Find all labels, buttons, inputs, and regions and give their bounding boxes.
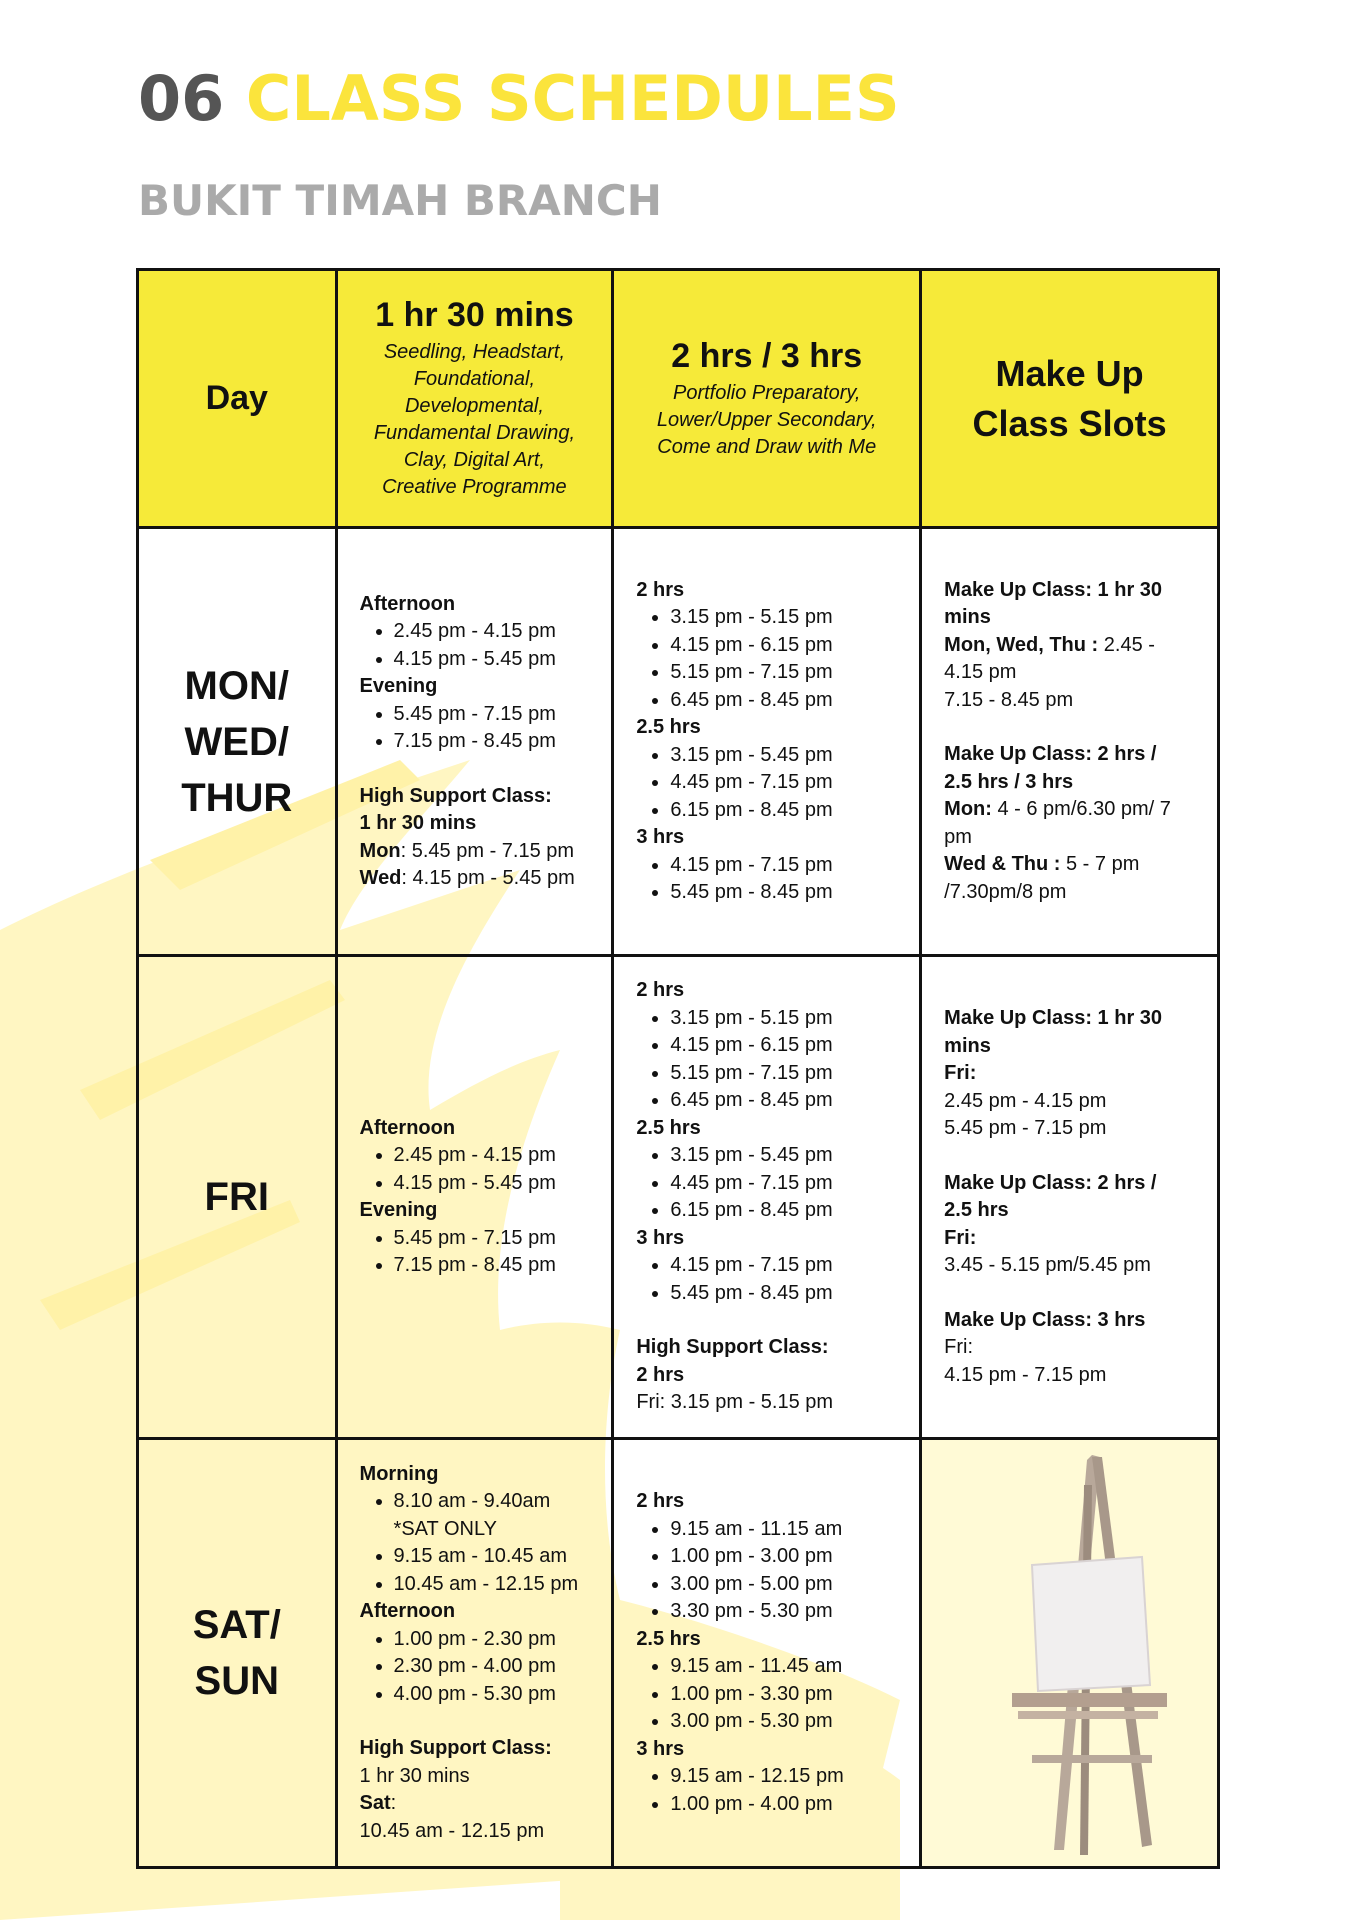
time-list bbox=[360, 1225, 590, 1280]
section-number: 06 bbox=[138, 62, 225, 135]
time-list bbox=[636, 604, 897, 714]
table-row bbox=[138, 1439, 1219, 1868]
list-item: • 1.00 pm - 3.00 pm bbox=[670, 1543, 897, 1571]
list-item: • 1.00 pm - 3.30 pm bbox=[670, 1681, 897, 1709]
list-item: • 2.30 pm - 4.00 pm bbox=[394, 1653, 590, 1681]
section-title: CLASS SCHEDULES bbox=[245, 62, 900, 135]
list-item: • 5.45 pm - 8.45 pm bbox=[670, 879, 897, 907]
list-item: • 4.45 pm - 7.15 pm bbox=[670, 769, 897, 797]
schedule-table bbox=[136, 268, 1220, 1869]
schedule-cell: Morning • 8.10 am - 9.40am *SAT ONLY • 9.15 am - 10.45 am • 10.45 am - 12.15 pm Afternoon • 1.00 pm - 2.30 pm • 2.30 pm - 4.00 pm • 4.00 pm - 5.30 pm High Support Class: 1 hr 30 mins Sat: 10.45 am - 12.15 pm bbox=[336, 1439, 613, 1868]
header-col-1hr30-title: 1 hr 30 mins bbox=[375, 296, 574, 334]
list-item: • 3.15 pm - 5.45 pm bbox=[670, 1142, 897, 1170]
list-item: • 9.15 am - 10.45 am bbox=[394, 1543, 590, 1571]
branch-title: BUKIT TIMAH BRANCH bbox=[138, 176, 662, 225]
list-item: • 3.00 pm - 5.30 pm bbox=[670, 1708, 897, 1736]
list-item: • 5.15 pm - 7.15 pm bbox=[670, 1060, 897, 1088]
list-item: • 5.45 pm - 7.15 pm bbox=[394, 701, 590, 729]
day-cell: SAT/ SUN bbox=[138, 1439, 337, 1868]
list-item: • 1.00 pm - 2.30 pm bbox=[394, 1626, 590, 1654]
list-item: • 6.15 pm - 8.45 pm bbox=[670, 797, 897, 825]
list-item: • 5.15 pm - 7.15 pm bbox=[670, 659, 897, 687]
time-list bbox=[360, 701, 590, 756]
day-cell: FRI bbox=[138, 956, 337, 1439]
list-item: • 3.30 pm - 5.30 pm bbox=[670, 1598, 897, 1626]
table-row bbox=[138, 528, 1219, 956]
time-list bbox=[636, 1252, 897, 1307]
time-list bbox=[636, 1516, 897, 1626]
list-item: • 4.15 pm - 7.15 pm bbox=[670, 852, 897, 880]
list-item: • 4.15 pm - 6.15 pm bbox=[670, 1032, 897, 1060]
time-list bbox=[360, 1626, 590, 1709]
header-col-1hr30 bbox=[336, 270, 613, 528]
list-item: • 7.15 pm - 8.45 pm bbox=[394, 1252, 590, 1280]
time-list bbox=[360, 618, 590, 673]
header-col-2-3hrs-programmes: Portfolio Preparatory, Lower/Upper Secondary, Come and Draw with Me bbox=[656, 381, 877, 458]
time-list bbox=[636, 852, 897, 907]
table-row bbox=[138, 956, 1219, 1439]
time-list bbox=[636, 1763, 897, 1818]
header-day: Day bbox=[138, 270, 337, 528]
makeup-cell: Make Up Class: 1 hr 30 mins Fri: 2.45 pm - 4.15 pm 5.45 pm - 7.15 pm Make Up Class: 2 hrs / 2.5 hrs Fri: 3.45 - 5.15 pm/5.45 pm Make Up Class: 3 hrs Fri: 4.15 pm - 7.15 pm bbox=[921, 956, 1219, 1439]
list-item: • 3.15 pm - 5.45 pm bbox=[670, 742, 897, 770]
schedule-cell: 2 hrs • 3.15 pm - 5.15 pm • 4.15 pm - 6.15 pm • 5.15 pm - 7.15 pm • 6.45 pm - 8.45 pm 2.5 hrs • 3.15 pm - 5.45 pm • 4.45 pm - 7.15 pm • 6.15 pm - 8.45 pm 3 hrs • 4.15 pm - 7.15 pm • 5.45 pm - 8.45 pm bbox=[613, 528, 921, 956]
time-list bbox=[636, 742, 897, 825]
schedule-cell: 2 hrs • 9.15 am - 11.15 am • 1.00 pm - 3.00 pm • 3.00 pm - 5.00 pm • 3.30 pm - 5.30 pm 2.5 hrs • 9.15 am - 11.45 am • 1.00 pm - 3.30 pm • 3.00 pm - 5.30 pm 3 hrs • 9.15 am - 12.15 pm • 1.00 pm - 4.00 pm bbox=[613, 1439, 921, 1868]
list-item: • 6.45 pm - 8.45 pm bbox=[670, 1087, 897, 1115]
list-item: • 4.15 pm - 5.45 pm bbox=[394, 646, 590, 674]
list-item: • 9.15 am - 12.15 pm bbox=[670, 1763, 897, 1791]
list-item: • 3.15 pm - 5.15 pm bbox=[670, 1005, 897, 1033]
schedule-cell: Afternoon • 2.45 pm - 4.15 pm • 4.15 pm - 5.45 pm Evening • 5.45 pm - 7.15 pm • 7.15 pm - 8.45 pm High Support Class: 1 hr 30 mins Mon: 5.45 pm - 7.15 pm Wed: 4.15 pm - 5.45 pm bbox=[336, 528, 613, 956]
schedule-cell: 2 hrs • 3.15 pm - 5.15 pm • 4.15 pm - 6.15 pm • 5.15 pm - 7.15 pm • 6.45 pm - 8.45 pm 2.5 hrs • 3.15 pm - 5.45 pm • 4.45 pm - 7.15 pm • 6.15 pm - 8.45 pm 3 hrs • 4.15 pm - 7.15 pm • 5.45 pm - 8.45 pm High Support Class: 2 hrs Fri: 3.15 pm - 5.15 pm bbox=[613, 956, 921, 1439]
list-item: • 6.15 pm - 8.45 pm bbox=[670, 1197, 897, 1225]
list-item: • 9.15 am - 11.45 am bbox=[670, 1653, 897, 1681]
list-item: • 5.45 pm - 7.15 pm bbox=[394, 1225, 590, 1253]
header-col-2-3hrs-title: 2 hrs / 3 hrs bbox=[671, 336, 863, 375]
list-item: • 4.45 pm - 7.15 pm bbox=[670, 1170, 897, 1198]
list-item: • 8.10 am - 9.40am *SAT ONLY bbox=[394, 1488, 590, 1543]
time-list bbox=[360, 1142, 590, 1197]
list-item: • 5.45 pm - 8.45 pm bbox=[670, 1280, 897, 1308]
list-item: • 4.15 pm - 6.15 pm bbox=[670, 632, 897, 660]
header-col-makeup: Make Up Class Slots bbox=[921, 270, 1219, 528]
list-item: • 10.45 am - 12.15 pm bbox=[394, 1571, 590, 1599]
time-list bbox=[360, 1488, 590, 1598]
time-list bbox=[636, 1005, 897, 1115]
list-item: • 4.15 pm - 7.15 pm bbox=[670, 1252, 897, 1280]
day-cell: MON/ WED/ THUR bbox=[138, 528, 337, 956]
easel-icon bbox=[992, 1445, 1172, 1861]
list-item: • 2.45 pm - 4.15 pm bbox=[394, 618, 590, 646]
list-item: • 4.00 pm - 5.30 pm bbox=[394, 1681, 590, 1709]
page-title bbox=[138, 62, 900, 135]
list-item: • 6.45 pm - 8.45 pm bbox=[670, 687, 897, 715]
list-item: • 2.45 pm - 4.15 pm bbox=[394, 1142, 590, 1170]
makeup-cell-empty bbox=[921, 1439, 1219, 1868]
makeup-cell: Make Up Class: 1 hr 30 mins Mon, Wed, Thu : 2.45 - 4.15 pm 7.15 - 8.45 pm Make Up Class: 2 hrs / 2.5 hrs / 3 hrs Mon: 4 - 6 pm/6.30 pm/ 7 pm Wed & Thu : 5 - 7 pm /7.30pm/8 pm bbox=[921, 528, 1219, 956]
list-item: • 3.15 pm - 5.15 pm bbox=[670, 604, 897, 632]
time-list bbox=[636, 1653, 897, 1736]
list-item: • 7.15 pm - 8.45 pm bbox=[394, 728, 590, 756]
time-list bbox=[636, 1142, 897, 1225]
list-item: • 1.00 pm - 4.00 pm bbox=[670, 1791, 897, 1819]
header-col-2-3hrs bbox=[613, 270, 921, 528]
list-item: • 4.15 pm - 5.45 pm bbox=[394, 1170, 590, 1198]
header-col-1hr30-programmes: Seedling, Headstart, Foundational, Developmental, Fundamental Drawing, Clay, Digital Art, Creative Programme bbox=[373, 341, 576, 498]
list-item: • 3.00 pm - 5.00 pm bbox=[670, 1571, 897, 1599]
list-item: • 9.15 am - 11.15 am bbox=[670, 1516, 897, 1544]
table-header-row bbox=[138, 270, 1219, 528]
schedule-cell: Afternoon • 2.45 pm - 4.15 pm • 4.15 pm - 5.45 pm Evening • 5.45 pm - 7.15 pm • 7.15 pm - 8.45 pm bbox=[336, 956, 613, 1439]
